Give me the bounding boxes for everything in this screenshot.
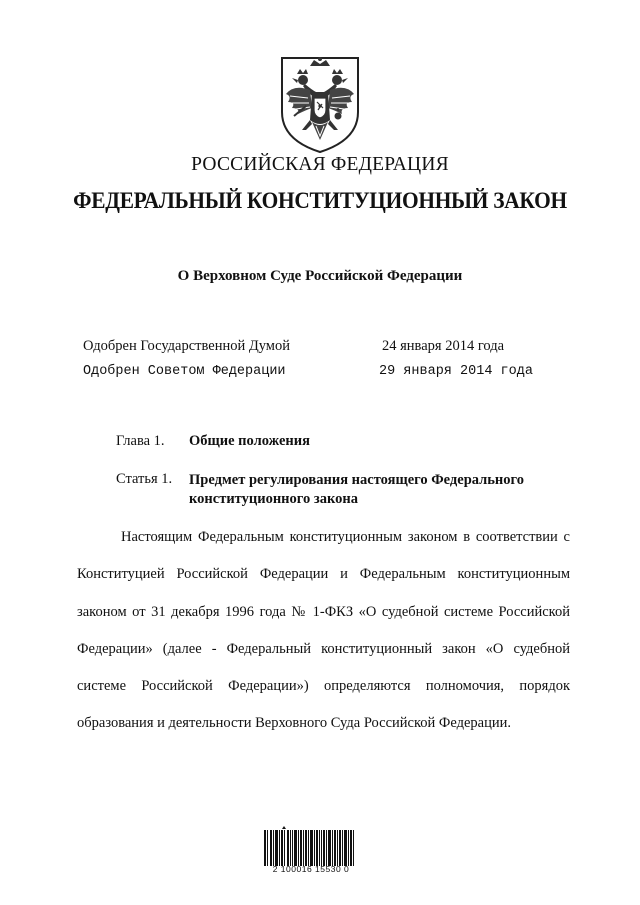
approval-duma-date: 24 января 2014 года [382, 338, 505, 354]
chapter-title: Общие положения [189, 433, 310, 449]
article-label: Статья 1. [116, 471, 173, 487]
approval-council-label: Одобрен Советом Федерации [83, 364, 286, 379]
article-title: Предмет регулирования настоящего Федерального конституционного закона [189, 472, 525, 507]
law-title: О Верховном Суде Российской Федерации [177, 268, 463, 284]
barcode-number: 2 100016 15530 0 [272, 864, 350, 874]
chapter-label: Глава 1. [116, 433, 165, 449]
country-name: РОССИЙСКАЯ ФЕДЕРАЦИЯ [191, 154, 449, 175]
article-body-paragraph: Настоящим Федеральным конституционным законом в соответствии с Конституцией Российской Федерации и Федеральным конституционным законом от 31 декабря 1996 года № 1-ФКЗ «О судебной системе Российской Федерации» (далее - Федеральный конституционный закон «О судебной системе Российской Федерации») определяются полномочия, порядок образования и деятельности Верховного Суда Российской Федерации. [77, 529, 570, 732]
law-type-heading: ФЕДЕРАЛЬНЫЙ КОНСТИТУЦИОННЫЙ ЗАКОН [73, 188, 567, 213]
barcode-icon [264, 826, 354, 866]
coat-of-arms-icon [270, 50, 370, 154]
approval-council-date: 29 января 2014 года [379, 364, 533, 379]
approval-duma-label: Одобрен Государственной Думой [83, 338, 290, 354]
